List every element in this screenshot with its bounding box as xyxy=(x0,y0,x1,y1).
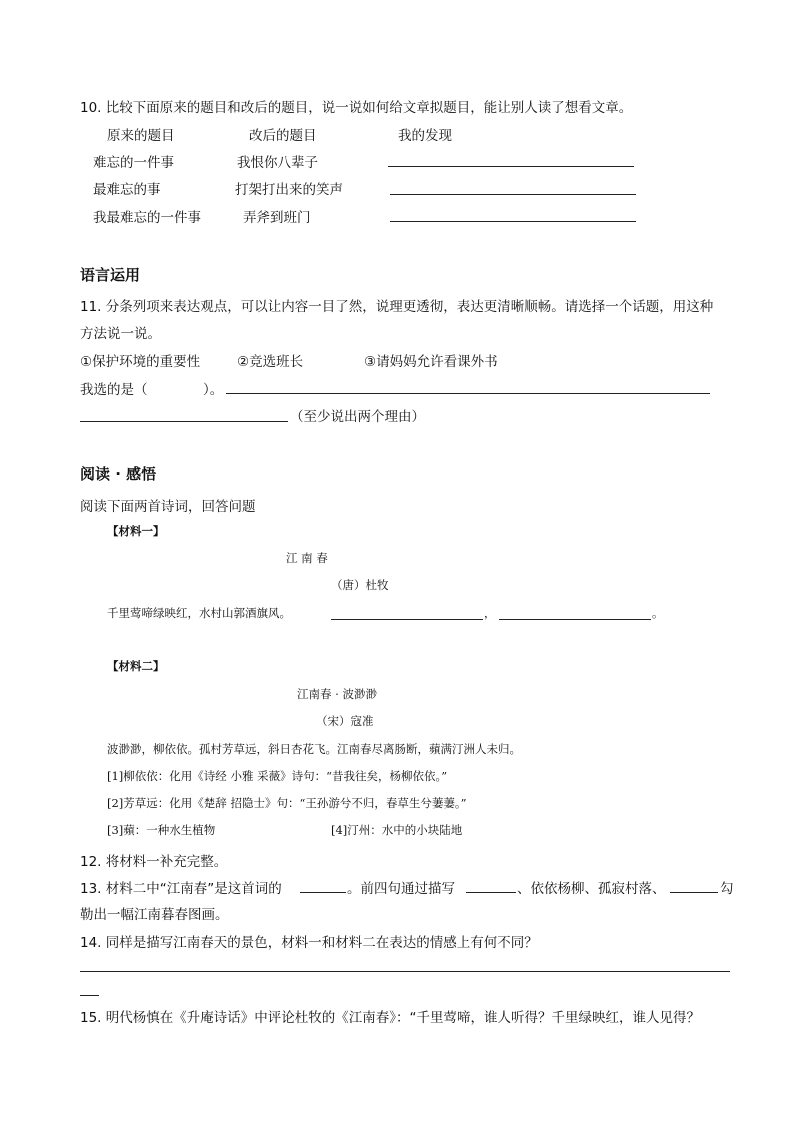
q13-line2: 勒出一幅江南暮春图画。 xyxy=(80,907,229,923)
q13-part2: 。前四句通过描写 xyxy=(347,881,455,897)
material2-note-2: [2]芳草远：化用《楚辞 招隐士》句：“王孙游兮不归，春草生兮萋萋。” xyxy=(107,796,467,810)
q11-choice-prefix: 我选的是（ xyxy=(80,382,148,398)
q15-prompt: 15. 明代杨慎在《升庵诗话》中评论杜牧的《江南春》：“千里莺啼，谁人听得？千里绿映红，谁人见得？ xyxy=(80,1010,701,1026)
q11-prompt-line1: 11. 分条列项来表达观点，可以让内容一目了然，说理更透彻，表达更清晰顺畅。请选择一个话题，用这种 xyxy=(80,299,714,315)
q10-header-revised: 改后的题目 xyxy=(249,128,317,144)
q11-option-3: ③请妈妈允许看课外书 xyxy=(364,354,498,370)
material2-note-3: [3]蘋：一种水生植物 xyxy=(107,823,216,837)
q11-answer-line-1[interactable] xyxy=(226,393,710,394)
q10-row1-answer-line[interactable] xyxy=(388,166,634,167)
reading-intro: 阅读下面两首诗词，回答问题 xyxy=(80,499,256,515)
q11-answer-line-2[interactable] xyxy=(80,421,288,422)
material1-title: 江 南 春 xyxy=(286,551,328,565)
q10-row3-original: 我最难忘的一件事 xyxy=(93,210,201,226)
material1-comma: ， xyxy=(484,606,496,620)
q14-prompt: 14. 同样是描写江南春天的景色，材料一和材料二在表达的情感上有何不同？ xyxy=(80,935,538,951)
q10-row1-original: 难忘的一件事 xyxy=(93,155,174,171)
q13-blank-2[interactable] xyxy=(466,892,516,893)
material2-poem: 波渺渺，柳依依。孤村芳草远，斜日杏花飞。江南春尽离肠断，蘋满汀洲人未归。 xyxy=(107,742,521,756)
q11-prompt-line2: 方法说一说。 xyxy=(80,326,161,342)
q14-answer-line[interactable] xyxy=(80,971,730,972)
material1-label: 【材料一】 xyxy=(107,524,165,538)
material1-blank-2[interactable] xyxy=(499,619,651,620)
q13-part4: 勾 xyxy=(720,881,734,897)
q14-answer-line-end[interactable] xyxy=(80,995,99,996)
material2-note-1: [1]柳依依：化用《诗经 小雅 采薇》诗句：“昔我往矣，杨柳依依。” xyxy=(107,769,448,783)
q10-header-original: 原来的题目 xyxy=(107,128,175,144)
q13-part3: 、依依杨柳、孤寂村落、 xyxy=(517,881,666,897)
q10-row1-revised: 我恨你八辈子 xyxy=(237,155,318,171)
q10-header-finding: 我的发现 xyxy=(398,128,452,144)
q10-row2-original: 最难忘的事 xyxy=(93,182,161,198)
material2-note-4: [4]汀州：水中的小块陆地 xyxy=(331,823,463,837)
material1-period: 。 xyxy=(652,606,664,620)
q11-note: （至少说出两个理由） xyxy=(290,409,425,425)
section-heading-language: 语言运用 xyxy=(80,266,141,284)
material1-author: （唐）杜牧 xyxy=(331,578,389,592)
material1-poem-start: 千里莺啼绿映红，水村山郭酒旗风。 xyxy=(107,606,291,620)
material2-title: 江南春 · 波渺渺 xyxy=(297,687,377,701)
section-heading-reading: 阅读 · 感悟 xyxy=(80,465,157,483)
material1-blank-1[interactable] xyxy=(331,619,483,620)
q10-prompt: 10. 比较下面原来的题目和改后的题目，说一说如何给文章拟题目，能让别人读了想看文章。 xyxy=(80,100,633,116)
q12-prompt: 12. 将材料一补充完整。 xyxy=(80,854,228,870)
q11-choice-suffix: ）。 xyxy=(203,382,224,398)
material2-author: （宋）寇准 xyxy=(316,714,374,728)
q13-blank-1[interactable] xyxy=(300,892,346,893)
q13-blank-3[interactable] xyxy=(670,892,718,893)
q13-part1: 13. 材料二中“江南春”是这首词的 xyxy=(80,881,282,897)
q11-option-2: ②竞选班长 xyxy=(237,354,304,370)
q10-row3-answer-line[interactable] xyxy=(390,221,636,222)
q11-option-1: ①保护环境的重要性 xyxy=(80,354,201,370)
q10-row3-revised: 弄斧到班门 xyxy=(243,210,311,226)
material2-label: 【材料二】 xyxy=(107,659,165,673)
q10-row2-answer-line[interactable] xyxy=(390,194,636,195)
q10-row2-revised: 打架打出来的笑声 xyxy=(235,182,343,198)
